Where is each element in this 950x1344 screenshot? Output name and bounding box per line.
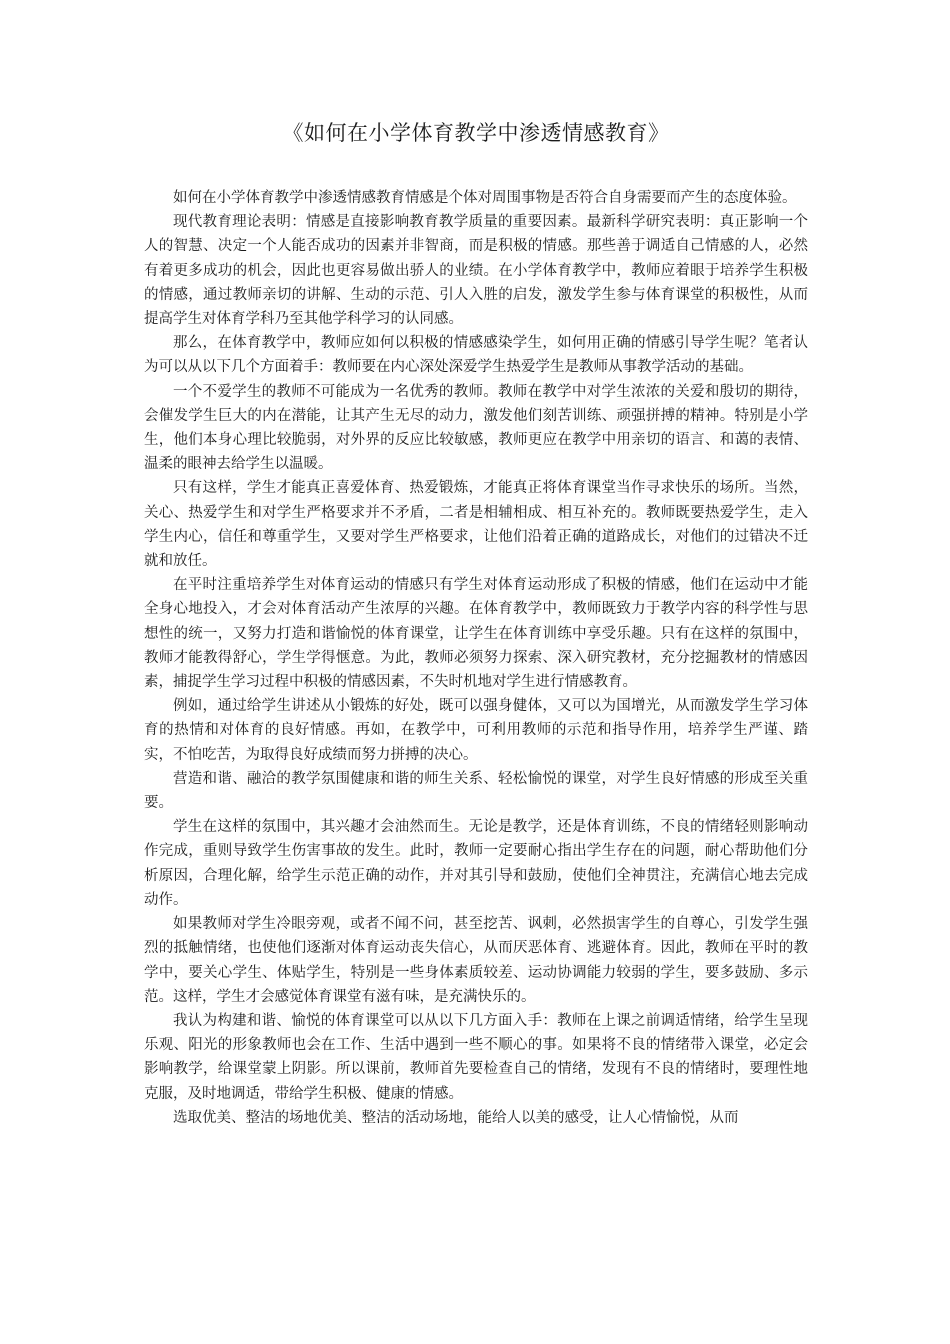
document-title: 《如何在小学体育教学中渗透情感教育》 xyxy=(282,121,670,145)
paragraph-6: 在平时注重培养学生对体育运动的情感只有学生对体育运动形成了积极的情感，他们在运动中才能全身心地投入，才会对体育活动产生浓厚的兴趣。在体育教学中，教师既致力于教学内容的科学性与思想性的统一，又努力打造和谐愉悦的体育课堂，让学生在体育训练中享受乐趣。只有在这样的氛围中，教师才能教得舒心，学生学得惬意。为此，教师必须努力探索、深入研究教材，充分挖掘教材的情感因素，捕捉学生学习过程中积极的情感因素，不失时机地对学生进行情感教育。 xyxy=(144,577,808,691)
paragraph-2: 现代教育理论表明：情感是直接影响教育教学质量的重要因素。最新科学研究表明：真正影响一个人的智慧、决定一个人能否成功的因素并非智商，而是积极的情感。那些善于调适自己情感的人，必然有着更多成功的机会，因此也更容易做出骄人的业绩。在小学体育教学中，教师应着眼于培养学生积极的情感，通过教师亲切的讲解、生动的示范、引人入胜的启发，激发学生参与体育课堂的积极性，从而提高学生对体育学科乃至其他学科学习的认同感。 xyxy=(144,214,808,328)
paragraph-8: 营造和谐、融洽的教学氛围健康和谐的师生关系、轻松愉悦的课堂，对学生良好情感的形成至关重要。 xyxy=(144,770,808,812)
paragraph-12: 选取优美、整洁的场地优美、整洁的活动场地，能给人以美的感受，让人心情愉悦，从而 xyxy=(173,1109,739,1126)
document-page xyxy=(144,118,808,1130)
paragraph-3: 那么，在体育教学中，教师应如何以积极的情感感染学生，如何用正确的情感引导学生呢？笔者认为可以从以下几个方面着手：教师要在内心深处深爱学生热爱学生是教师从事教学活动的基础。 xyxy=(144,335,808,376)
paragraph-1: 如何在小学体育教学中渗透情感教育情感是个体对周围事物是否符合自身需要而产生的态度体验。 xyxy=(173,190,797,206)
paragraph-9: 学生在这样的氛围中，其兴趣才会油然而生。无论是教学，还是体育训练，不良的情绪轻则影响动作完成，重则导致学生伤害事故的发生。此时，教师一定要耐心指出学生存在的问题，耐心帮助他们分析原因，合理化解，给学生示范正确的动作，并对其引导和鼓励，使他们全神贯注，充满信心地去完成动作。 xyxy=(144,819,808,908)
paragraph-11: 我认为构建和谐、愉悦的体育课堂可以从以下几方面入手：教师在上课之前调适情绪，给学生呈现乐观、阳光的形象教师也会在工作、生活中遇到一些不顺心的事。如果将不良的情绪带入课堂，必定会影响教学，给课堂蒙上阴影。所以课前，教师首先要检查自己的情绪，发现有不良的情绪时，要理性地克服，及时地调适，带给学生积极、健康的情感。 xyxy=(144,1012,808,1102)
paragraph-5: 只有这样，学生才能真正喜爱体育、热爱锻炼，才能真正将体育课堂当作寻求快乐的场所。当然，关心、热爱学生和对学生严格要求并不矛盾，二者是相辅相成、相互补充的。教师既要热爱学生，走入学生内心，信任和尊重学生，又要对学生严格要求，让他们沿着正确的道路成长，对他们的过错决不迁就和放任。 xyxy=(144,480,808,570)
paragraph-10: 如果教师对学生冷眼旁观，或者不闻不问，甚至挖苦、讽刺，必然损害学生的自尊心，引发学生强烈的抵触情绪，也使他们逐渐对体育运动丧失信心，从而厌恶体育、逃避体育。因此，教师在平时的教学中，要关心学生、体贴学生，特别是一些身体素质较差、运动协调能力较弱的学生，要多鼓励、多示范。这样，学生才会感觉体育课堂有滋有味，是充满快乐的。 xyxy=(144,916,808,1005)
paragraph-7: 例如，通过给学生讲述从小锻炼的好处，既可以强身健体，又可以为国增光，从而激发学生学习体育的热情和对体育的良好情感。再如，在教学中，可利用教师的示范和指导作用，培养学生严谨、踏实，不怕吃苦，为取得良好成绩而努力拼搏的决心。 xyxy=(144,698,808,763)
paragraph-4: 一个不爱学生的教师不可能成为一名优秀的教师。教师在教学中对学生浓浓的关爱和殷切的期待，会催发学生巨大的内在潜能，让其产生无尽的动力，激发他们刻苦训练、顽强拼搏的精神。特别是小学生，他们本身心理比较脆弱，对外界的反应比较敏感，教师更应在教学中用亲切的语言、和蔼的表情、温柔的眼神去给学生以温暖。 xyxy=(144,383,808,473)
document-body xyxy=(144,186,808,1130)
